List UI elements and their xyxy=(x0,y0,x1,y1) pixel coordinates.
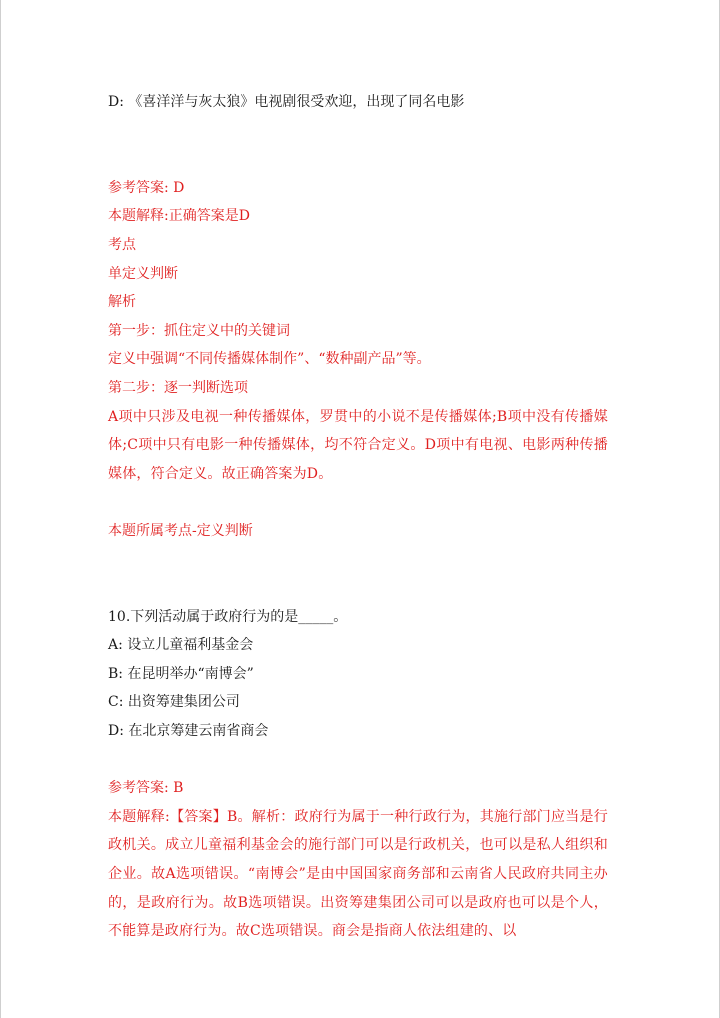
q10-reference-answer: 参考答案: B xyxy=(108,780,184,797)
q10-option-a: A: 设立儿童福利基金会 xyxy=(108,637,254,654)
q9-belongs-kaodian: 本题所属考点-定义判断 xyxy=(108,522,253,539)
q9-reference-answer: 参考答案: D xyxy=(108,179,185,196)
q10-stem: 10.下列活动属于政府行为的是_____。 xyxy=(108,608,348,625)
spacer xyxy=(108,746,608,775)
q9-jiexi-label: 解析 xyxy=(108,294,136,311)
q9-step2-detail: A项中只涉及电视一种传播媒体，罗贯中的小说不是传播媒体;B项中没有传播媒体;C项中只有电影一种传播媒体，均不符合定义。D项中有电视、电影两种传播媒体，符合定义。故正确答案为D。 xyxy=(108,408,608,482)
q9-step1-detail: 定义中强调“不同传播媒体制作”、“数种副产品”等。 xyxy=(108,351,431,368)
spacer xyxy=(108,488,608,517)
q10-explanation: 本题解释:【答案】B。解析：政府行为属于一种行政行为，其施行部门应当是行政机关。成立儿童福利基金会的施行部门可以是行政机关，也可以是私人组织和企业。故A选项错误。“南博会”是由中国国家商务部和云南省人民政府共同主办的，是政府行为。故B选项错误。出资筹建集团公司可以是政府也可以是个人，不能算是政府行为。故C选项错误。商会是指商人依法组建的、以 xyxy=(108,808,608,940)
spacer xyxy=(108,117,608,174)
q9-explanation-header: 本题解释:正确答案是D xyxy=(108,208,250,225)
q9-step1: 第一步：抓住定义中的关键词 xyxy=(108,322,290,339)
q9-kaodian-value: 单定义判断 xyxy=(108,265,178,282)
q9-option-d: D: 《喜洋洋与灰太狼》电视剧很受欢迎，出现了同名电影 xyxy=(108,94,465,110)
spacer xyxy=(108,546,608,603)
q10-option-c: C: 出资筹建集团公司 xyxy=(108,694,240,711)
document-content xyxy=(108,88,608,946)
q9-step2: 第二步：逐一判断选项 xyxy=(108,379,248,396)
q10-option-b: B: 在昆明举办“南博会” xyxy=(108,665,254,682)
q10-option-d: D: 在北京筹建云南省商会 xyxy=(108,723,269,740)
q9-kaodian-label: 考点 xyxy=(108,236,136,253)
page-border-left xyxy=(0,0,1,1018)
